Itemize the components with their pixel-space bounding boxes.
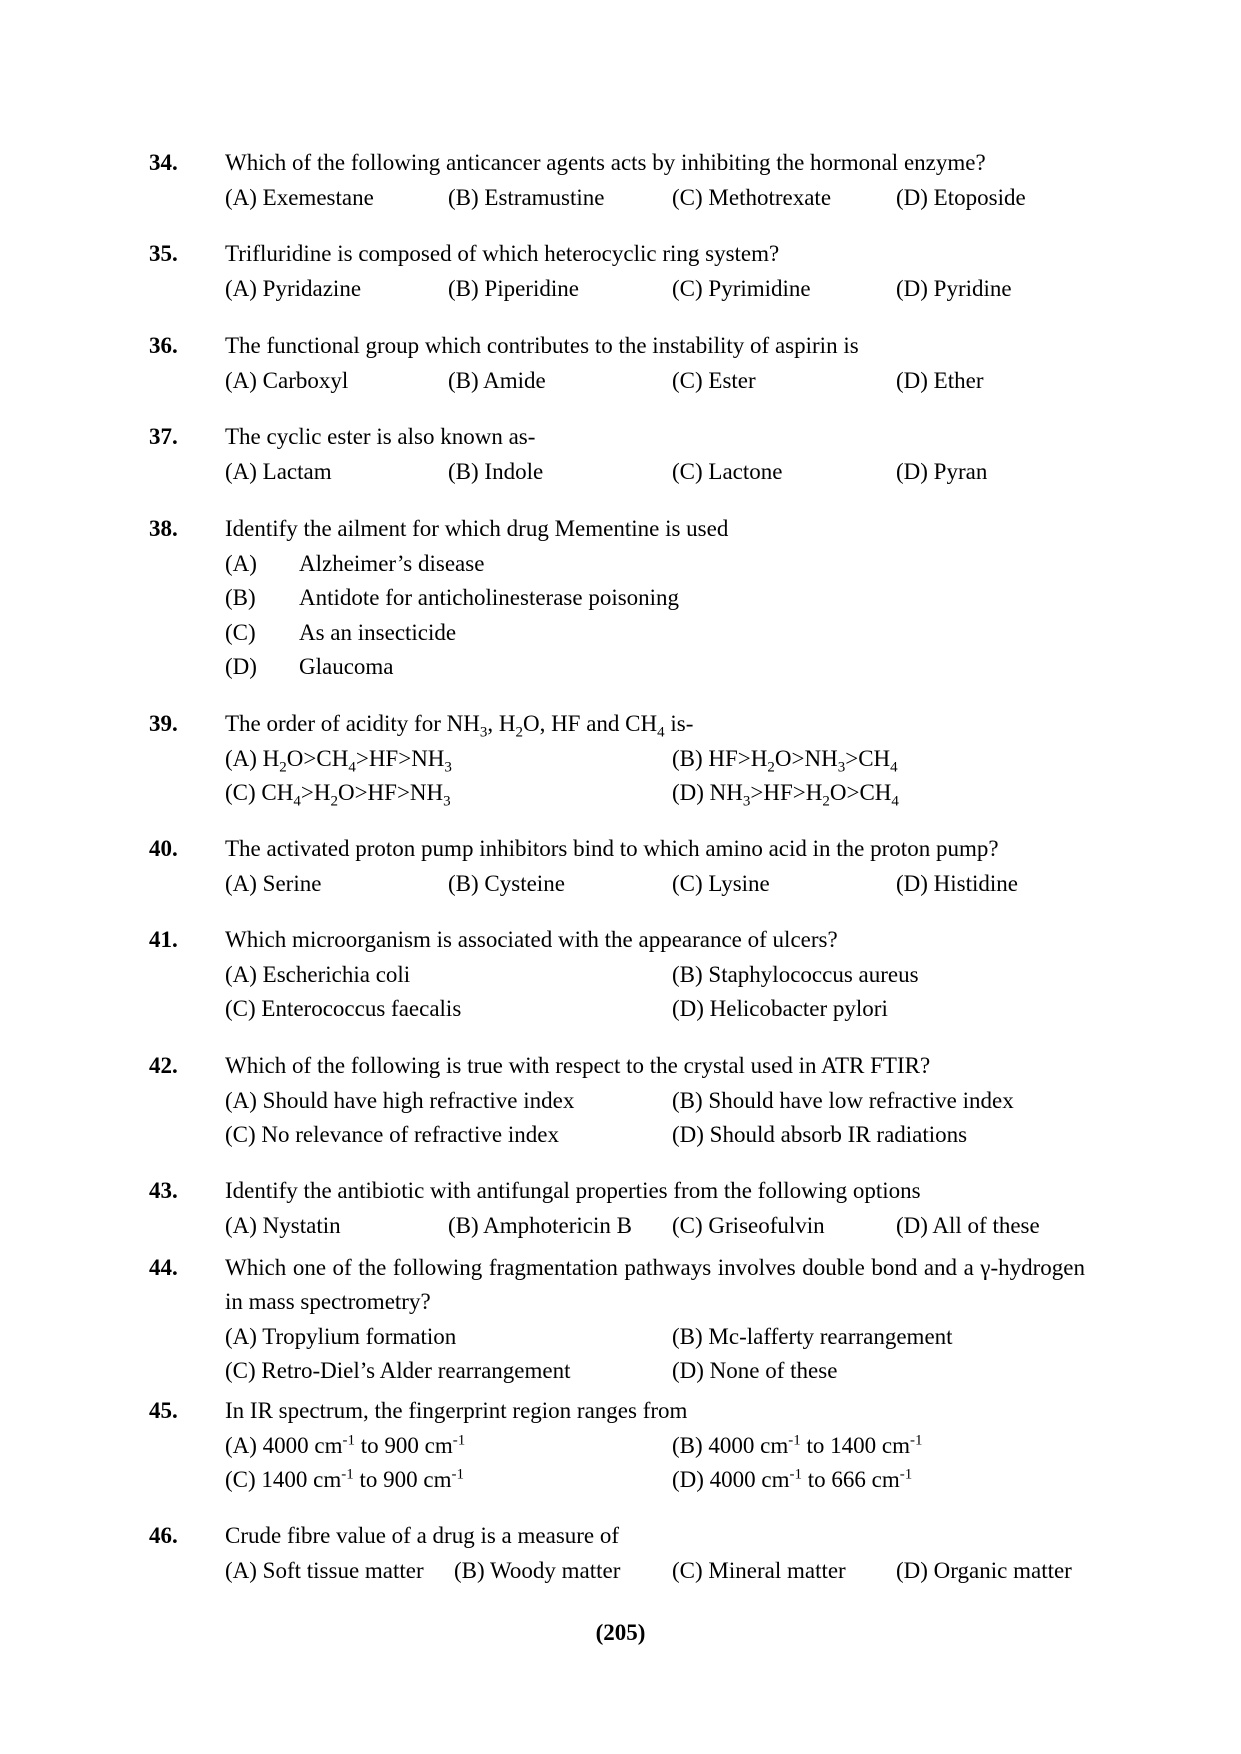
question-stem: The activated proton pump inhibitors bind to which amino acid in the proton pump? bbox=[225, 836, 999, 861]
option-a: (A) Exemestane bbox=[225, 185, 374, 210]
question-stem: Trifluridine is composed of which heterocyclic ring system? bbox=[225, 241, 780, 266]
question-number: 45. bbox=[149, 1398, 178, 1423]
option-a: (A) Lactam bbox=[225, 459, 332, 484]
option-c: (C) Enterococcus faecalis bbox=[225, 996, 462, 1021]
option-c: (C) Retro-Diel’s Alder rearrangement bbox=[225, 1358, 571, 1383]
option-d: (D) Ether bbox=[896, 368, 984, 393]
option-a: (A) Carboxyl bbox=[225, 368, 349, 393]
option-d: (D) None of these bbox=[672, 1358, 838, 1383]
option-a: (A) Should have high refractive index bbox=[225, 1088, 575, 1113]
question-stem: The cyclic ester is also known as- bbox=[225, 424, 536, 449]
option-b: (B) 4000 $cm^{-1}$ to 1400 $cm^{-1}$ bbox=[672, 1432, 923, 1458]
option-a: (A) Escherichia coli bbox=[225, 962, 411, 987]
option-b: (B) Indole bbox=[448, 459, 544, 484]
option-c: (C) Lactone bbox=[672, 459, 783, 484]
option-c: (C) Lysine bbox=[672, 871, 770, 896]
question-stem: Crude fibre value of a drug is a measure of bbox=[225, 1523, 620, 1548]
option-b: (B) Woody matter bbox=[454, 1558, 621, 1583]
option-b: (B) Should have low refractive index bbox=[672, 1088, 1014, 1113]
question-stem: Identify the ailment for which drug Mementine is used bbox=[225, 516, 729, 541]
question-number: 35. bbox=[149, 241, 178, 266]
question-stem: Which of the following anticancer agents acts by inhibiting the hormonal enzyme? bbox=[225, 150, 986, 175]
option-d: (D) Histidine bbox=[896, 871, 1019, 896]
question-stem: Which microorganism is associated with the appearance of ulcers? bbox=[225, 927, 838, 952]
option-c: (C) 1400 $cm^{-1}$ to 900 $cm^{-1}$ bbox=[225, 1466, 465, 1492]
question-stem: The order of acidity for $NH_3$, $H_2O$, HF and $CH_4$ is- bbox=[225, 711, 694, 741]
option-b: (B) Estramustine bbox=[448, 185, 605, 210]
option-d: (D) Pyridine bbox=[896, 276, 1012, 301]
question-stem: Which of the following is true with respect to the crystal used in ATR FTIR? bbox=[225, 1053, 931, 1078]
question-stem: Identify the antibiotic with antifungal properties from the following options bbox=[225, 1178, 921, 1203]
option-b: (B) Mc-lafferty rearrangement bbox=[672, 1324, 953, 1349]
option-b: (B) Piperidine bbox=[448, 276, 579, 301]
option-c: (C) Griseofulvin bbox=[672, 1213, 825, 1238]
option-b: (B) Staphylococcus aureus bbox=[672, 962, 919, 987]
option-a: (A) Serine bbox=[225, 871, 322, 896]
option-text: Alzheimer’s disease bbox=[299, 551, 485, 576]
option-a: (A) Nystatin bbox=[225, 1213, 341, 1238]
option-d: (D) Should absorb IR radiations bbox=[672, 1122, 968, 1147]
question-number: 42. bbox=[149, 1053, 178, 1078]
option-c: (C) $CH_4>H_2O>HF>NH_3$ bbox=[225, 780, 451, 810]
question-stem: Which one of the following fragmentation pathways involves double bond and a γ-hydrogen in mass spectrometry? bbox=[225, 1255, 1085, 1314]
option-b: (B) Cysteine bbox=[448, 871, 565, 896]
option-a: (A) 4000 $cm^{-1}$ to 900 $cm^{-1}$ bbox=[225, 1432, 466, 1458]
option-d: (D) Pyran bbox=[896, 459, 988, 484]
option-d: (D) Organic matter bbox=[896, 1558, 1072, 1583]
question-number: 43. bbox=[149, 1178, 178, 1203]
option-c: (C) Pyrimidine bbox=[672, 276, 811, 301]
option-d: (D) Helicobacter pylori bbox=[672, 996, 888, 1021]
question-number: 46. bbox=[149, 1523, 178, 1548]
option-text: As an insecticide bbox=[299, 620, 457, 645]
option-a: (A) $H_2O>CH_4>HF>NH_3$ bbox=[225, 746, 452, 776]
option-label: (C) bbox=[225, 620, 256, 645]
page-number: (205) bbox=[595, 1620, 646, 1645]
option-b: (B) $HF>H_2O>NH_3>CH_4$ bbox=[672, 746, 898, 776]
option-d: (D) 4000 $cm^{-1}$ to 666 $cm^{-1}$ bbox=[672, 1466, 913, 1492]
question-number: 34. bbox=[149, 150, 178, 175]
question-stem: The functional group which contributes to the instability of aspirin is bbox=[225, 333, 859, 358]
question-number: 44. bbox=[149, 1255, 178, 1280]
question-number: 39. bbox=[149, 711, 178, 736]
option-c: (C) Methotrexate bbox=[672, 185, 832, 210]
option-c: (C) Ester bbox=[672, 368, 756, 393]
option-text: Glaucoma bbox=[299, 654, 394, 679]
option-a: (A) Pyridazine bbox=[225, 276, 362, 301]
question-number: 40. bbox=[149, 836, 178, 861]
option-c: (C) No relevance of refractive index bbox=[225, 1122, 559, 1147]
option-text: Antidote for anticholinesterase poisoning bbox=[299, 585, 680, 610]
option-label: (B) bbox=[225, 585, 256, 610]
question-stem: In IR spectrum, the fingerprint region ranges from bbox=[225, 1398, 688, 1423]
option-b: (B) Amide bbox=[448, 368, 546, 393]
option-a: (A) Tropylium formation bbox=[225, 1324, 457, 1349]
option-d: (D) $NH_3>HF>H_2O>CH_4$ bbox=[672, 780, 899, 810]
option-a: (A) Soft tissue matter bbox=[225, 1558, 424, 1583]
question-number: 36. bbox=[149, 333, 178, 358]
option-c: (C) Mineral matter bbox=[672, 1558, 846, 1583]
question-number: 37. bbox=[149, 424, 178, 449]
question-number: 38. bbox=[149, 516, 178, 541]
question-number: 41. bbox=[149, 927, 178, 952]
option-label: (A) bbox=[225, 551, 257, 576]
option-b: (B) Amphotericin B bbox=[448, 1213, 632, 1238]
option-label: (D) bbox=[225, 654, 257, 679]
option-d: (D) All of these bbox=[896, 1213, 1040, 1238]
option-d: (D) Etoposide bbox=[896, 185, 1026, 210]
